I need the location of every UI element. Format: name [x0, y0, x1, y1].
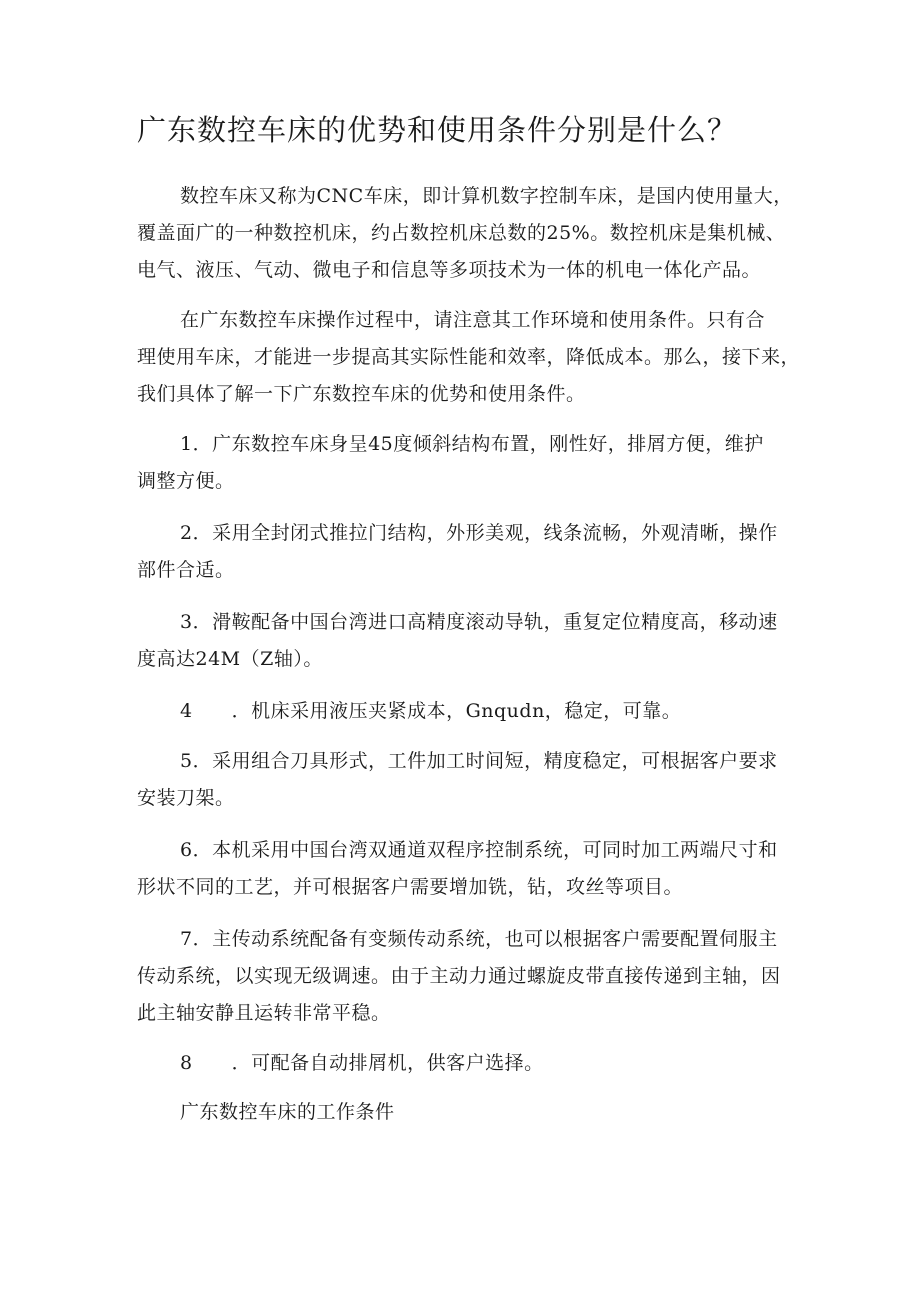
paragraph-line: 4 ．机床采用液压夹紧成本，Gnqudn，稳定，可靠。	[180, 700, 682, 722]
paragraph-line: 传动系统，以实现无级调速。由于主动力通过螺旋皮带直接传递到主轴，因	[137, 965, 781, 987]
paragraph-line: 在广东数控车床操作过程中，请注意其工作环境和使用条件。只有合	[180, 309, 766, 331]
paragraph-line: 3．滑鞍配备中国台湾进口高精度滚动导轨，重复定位精度高，移动速	[180, 611, 778, 633]
list-item-4	[137, 693, 797, 730]
list-item-1	[137, 426, 797, 500]
section-heading	[137, 1094, 797, 1131]
list-item-7	[137, 921, 797, 1032]
paragraph-line: 广东数控车床的工作条件	[180, 1101, 395, 1123]
paragraph-line: 5．采用组合刀具形式，工件加工时间短，精度稳定，可根据客户要求	[180, 750, 778, 772]
paragraph-line: 覆盖面广的一种数控机床，约占数控机床总数的25%。数控机床是集机械、	[137, 222, 786, 244]
paragraph-line: 8 ．可配备自动排屑机，供客户选择。	[180, 1052, 544, 1074]
paragraph-line: 安装刀架。	[137, 787, 235, 809]
paragraph-line: 7．主传动系统配备有变频传动系统，也可以根据客户需要配置伺服主	[180, 928, 778, 950]
list-item-2	[137, 515, 797, 589]
paragraph-line: 1．广东数控车床身呈45度倾斜结构布置，刚性好，排屑方便，维护	[180, 433, 764, 455]
list-item-5	[137, 743, 797, 817]
paragraph-line: 电气、液压、气动、微电子和信息等多项技术为一体的机电一体化产品。	[137, 259, 762, 281]
context-paragraph	[137, 302, 801, 413]
paragraph-line: 我们具体了解一下广东数控车床的优势和使用条件。	[137, 383, 586, 405]
paragraph-line: 理使用车床，才能进一步提高其实际性能和效率，降低成本。那么，接下来，	[137, 346, 801, 368]
document-title: 广东数控车床的优势和使用条件分别是什么？	[137, 113, 738, 147]
list-item-8	[137, 1045, 797, 1082]
paragraph-line: 调整方便。	[137, 470, 235, 492]
paragraph-line: 度高达24M（Z轴）。	[137, 648, 323, 670]
paragraph-line: 形状不同的工艺，并可根据客户需要增加铣，钻，攻丝等项目。	[137, 876, 684, 898]
paragraph-line: 数控车床又称为CNC车床，即计算机数字控制车床，是国内使用量大，	[180, 185, 793, 207]
paragraph-line: 6．本机采用中国台湾双通道双程序控制系统，可同时加工两端尺寸和	[180, 839, 778, 861]
list-item-3	[137, 604, 797, 678]
paragraph-line: 2．采用全封闭式推拉门结构，外形美观，线条流畅，外观清晰，操作	[180, 522, 778, 544]
intro-paragraph	[137, 178, 797, 289]
list-item-6	[137, 832, 797, 906]
paragraph-line: 此主轴安静且运转非常平稳。	[137, 1002, 391, 1024]
paragraph-line: 部件合适。	[137, 559, 235, 581]
